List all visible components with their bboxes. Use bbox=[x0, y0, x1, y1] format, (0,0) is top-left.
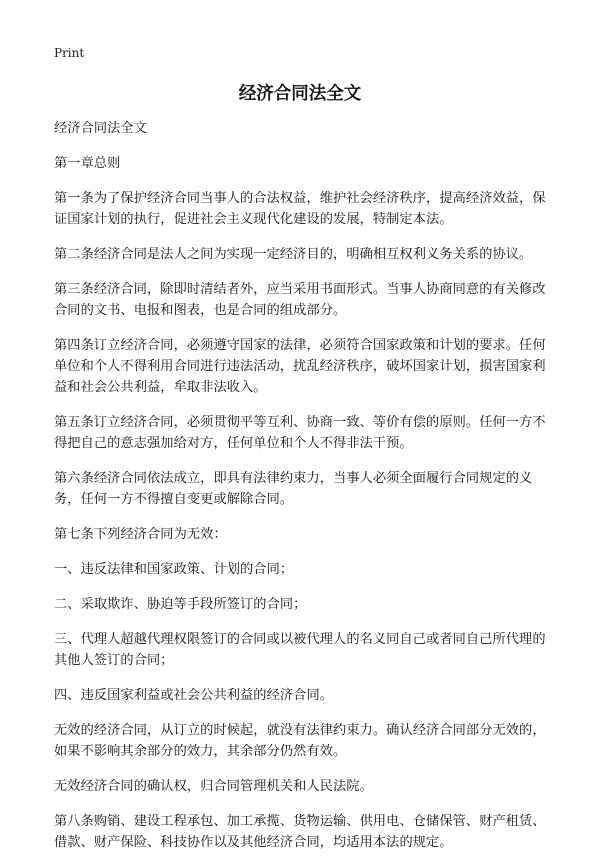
article-7: 第七条下列经济合同为无效： bbox=[54, 527, 227, 542]
document-title: 经济合同法全文 bbox=[238, 84, 362, 104]
print-link[interactable]: Print bbox=[54, 46, 85, 60]
article-8: 第八条购销、建设工程承包、加工承揽、货物运输、供用电、仓储保管、财产租赁、借款、财产保险、科技协作以及其他经济合同，均适用本法的规定。 bbox=[54, 814, 546, 850]
document-body bbox=[54, 118, 554, 867]
article-7-invalid-effect: 无效的经济合同，从订立的时候起，就没有法律约束力。确认经济合同部分无效的，如果不影响其余部分的效力，其余部分仍然有效。 bbox=[54, 723, 546, 759]
article-7-confirmation-right: 无效经济合同的确认权，归合同管理机关和人民法院。 bbox=[54, 779, 373, 794]
article-6: 第六条经济合同依法成立，即具有法律约束力，当事人必须全面履行合同规定的义务，任何一方不得擅自变更或解除合同。 bbox=[54, 471, 533, 507]
article-7-item-3: 三、代理人超越代理权限签订的合同或以被代理人的名义同自己或者同自己所代理的其他人签订的合同； bbox=[54, 632, 546, 668]
article-3: 第三条经济合同，除即时清结者外，应当采用书面形式。当事人协商同意的有关修改合同的文书、电报和图表，也是合同的组成部分。 bbox=[54, 282, 546, 318]
article-7-item-2: 二、采取欺诈、胁迫等手段所签订的合同； bbox=[54, 597, 307, 612]
article-7-item-4: 四、违反国家利益或社会公共利益的经济合同。 bbox=[54, 688, 334, 703]
article-1: 第一条为了保护经济合同当事人的合法权益，维护社会经济秩序，提高经济效益，保证国家计划的执行，促进社会主义现代化建设的发展，特制定本法。 bbox=[54, 191, 546, 227]
chapter-heading: 第一章总则 bbox=[54, 156, 121, 171]
doc-subtitle: 经济合同法全文 bbox=[54, 121, 148, 136]
article-7-item-1: 一、违反法律和国家政策、计划的合同； bbox=[54, 562, 294, 577]
article-4: 第四条订立经济合同，必须遵守国家的法律，必须符合国家政策和计划的要求。任何单位和个人不得利用合同进行违法活动，扰乱经济秩序，破坏国家计划，损害国家利益和社会公共利益，牟取非法收入。 bbox=[54, 338, 546, 395]
article-5: 第五条订立经济合同，必须贯彻平等互利、协商一致、等价有偿的原则。任何一方不得把自己的意志强加给对方，任何单位和个人不得非法干预。 bbox=[54, 415, 546, 451]
article-2: 第二条经济合同是法人之间为实现一定经济目的，明确相互权利义务关系的协议。 bbox=[54, 247, 533, 262]
